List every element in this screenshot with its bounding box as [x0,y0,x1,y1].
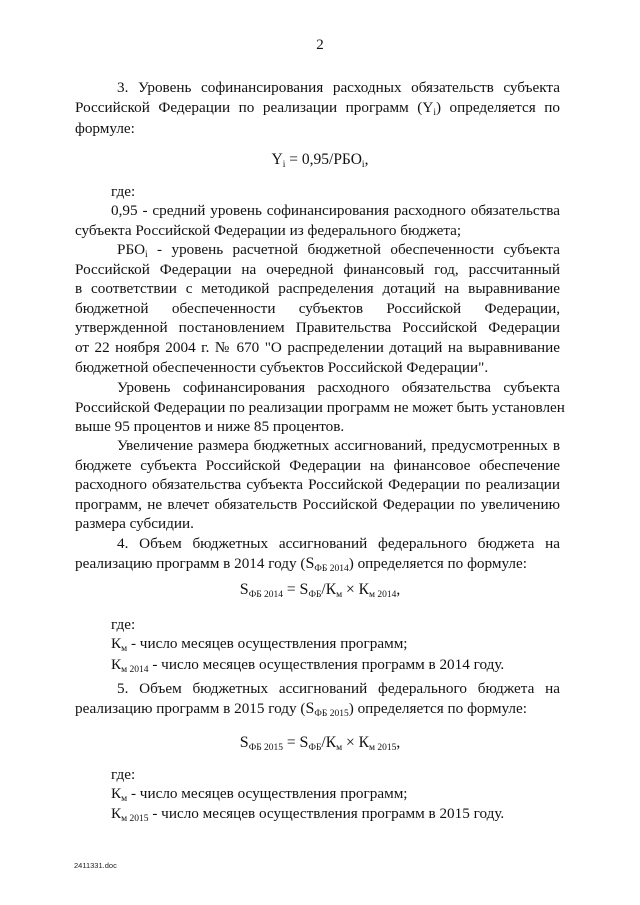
where-label: где: [111,183,136,200]
definition-km: $К_м$ - число месяцев осуществления программ; [111,785,408,804]
where-label: где: [111,616,136,633]
section-4-paragraph: 4. Объем бюджетных ассигнований федерального бюджета на реализацию программ в 2014 году $(S_{ФБ 2014})$ определяется по формуле: [75,535,560,574]
text-line: 3. Уровень софинансирования расходных обязательств субъекта [117,79,560,96]
paragraph-cofinancing-level: Уровень софинансирования расходного обязательства субъекта Российской Федерации по реализации программ не может быть установлен выше 95 процентов и ниже 85 процентов. [75,379,565,436]
text-line: Российской Федерации по реализации программ $(Y_i)$ определяется по [75,98,560,118]
paragraph-increase: Увеличение размера бюджетных ассигнований, предусмотренных в бюджете субъекта Российской Федерации на финансовое обеспечение расходного обязательства субъекта Российской Федерации по реализации программ, не влечет обязательств Российской Федерации по увеличению размера субсидии. [75,437,560,533]
text-line: формуле: [75,120,135,138]
definition-km: $К_м$ - число месяцев осуществления программ; [111,635,408,654]
definition-rbo: $РБО_i$ - уровень расчетной бюджетной обеспеченности субъекта Российской Федерации на очередной финансовый год, рассчитанный в соответствии с методикой распределения дотаций на выравнивание бюджетной обеспеченности субъектов Российской Федерации, утвержденной постановлением Правительства Российской Федерации от 22 ноября 2004 г. № 670 "О распределении дотаций на выравнивание бюджетной обеспеченности субъектов Российской Федерации". [75,241,560,376]
definition-095: 0,95 - средний уровень софинансирования расходного обязательства субъекта Российской Федерации из федерального бюджета; [75,202,560,239]
section-3-paragraph [75,78,560,139]
formula-y: $Y_i = 0,95/РБО_i$, [271,151,369,170]
formula-sfb-2014: $S_{ФБ 2014} = S_{ФБ}/К_м \times К_{м 2014}$, [239,581,401,600]
definition-km-2014: $К_{м 2014}$ - число месяцев осуществления программ в 2014 году. [111,656,505,675]
formula-sfb-2015: $S_{ФБ 2015} = S_{ФБ}/К_м \times К_{м 2015}$, [239,734,401,753]
section-5-paragraph: 5. Объем бюджетных ассигнований федерального бюджета на реализацию программ в 2015 году $(S_{ФБ 2015})$ определяется по формуле: [75,680,560,719]
definition-km-2015: $К_{м 2015}$ - число месяцев осуществления программ в 2015 году. [111,805,505,824]
page-number: 2 [316,37,324,53]
where-label: где: [111,766,136,783]
document-filename-footer: 2411331.doc [74,861,117,870]
